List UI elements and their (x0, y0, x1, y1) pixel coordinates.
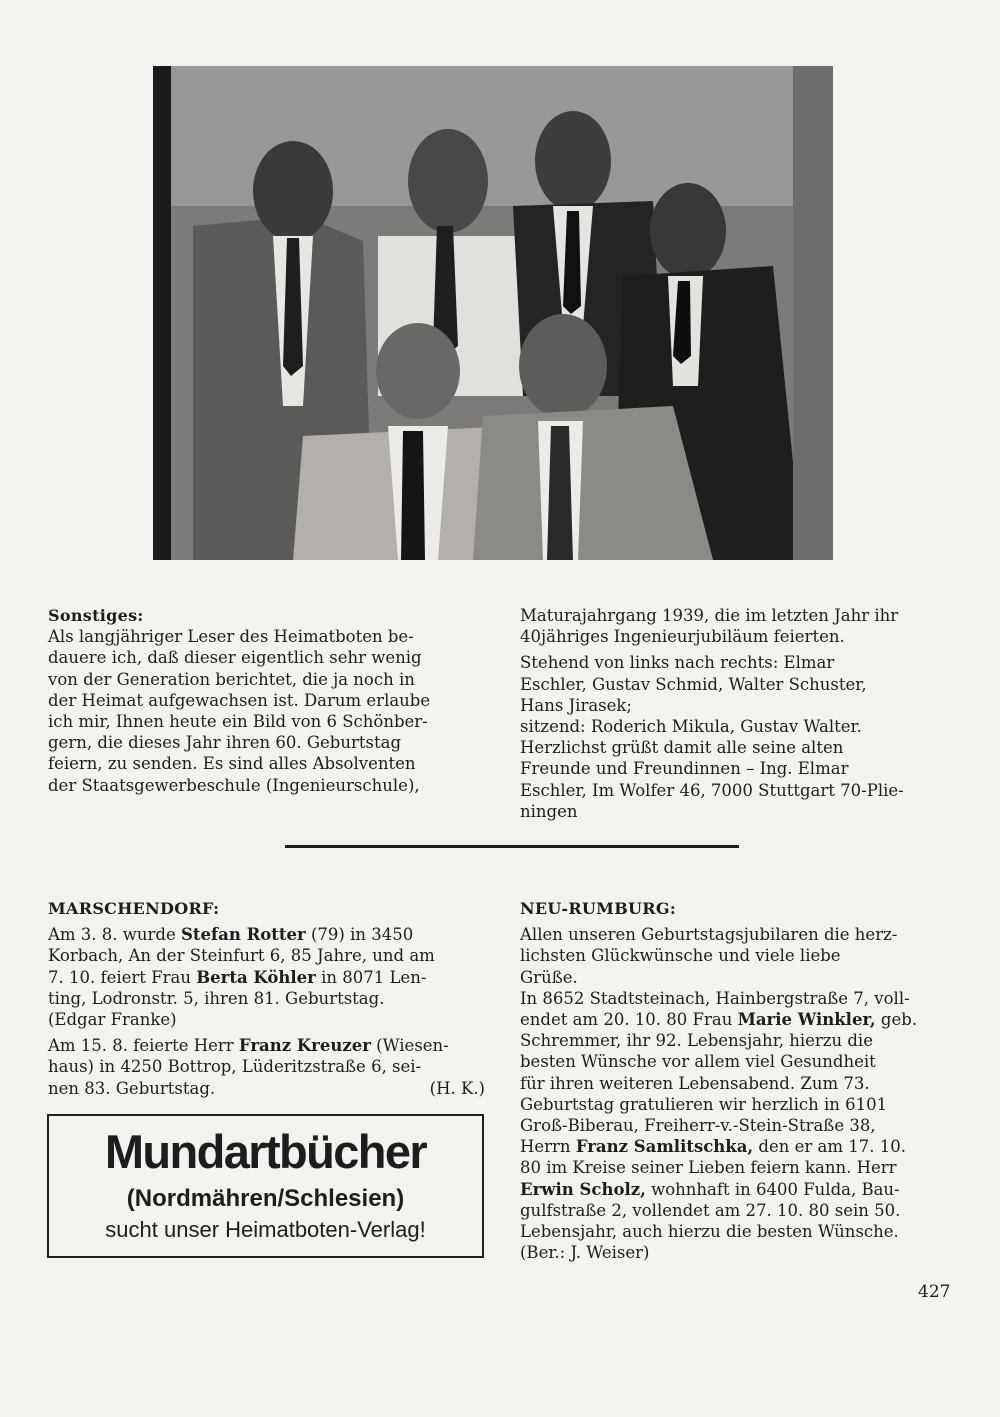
marschendorf-line: nen 83. Geburtstag. (H. K.) (48, 1078, 485, 1098)
sonstiges-right-line: 40jähriges Ingenieurjubiläum feierten. (520, 627, 845, 647)
marschendorf-line: 7. 10. feiert Frau Berta Köhler in 8071 Len- (48, 967, 427, 987)
sonstiges-line: von der Generation berichtet, die ja noch in (48, 669, 415, 689)
marschendorf-section (48, 898, 485, 1099)
sonstiges-right-line: Maturajahrgang 1939, die im letzten Jahr ihr (520, 606, 899, 625)
signature-hk: (H. K.) (429, 1078, 485, 1098)
neu-rumburg-line: gulfstraße 2, vollendet am 27. 10. 80 sein 50. (520, 1200, 901, 1220)
sonstiges-line: feiern, zu senden. Es sind alles Absolventen (48, 754, 416, 774)
sonstiges-right-line: Hans Jirasek; (520, 695, 632, 715)
marschendorf-line: Am 3. 8. wurde Stefan Rotter (79) in 3450 (48, 925, 414, 945)
ad-line: sucht unser Heimatboten-Verlag! (105, 1217, 426, 1242)
group-photo (153, 66, 833, 560)
neu-rumburg-line: Grüße. (520, 967, 578, 987)
signature-j-weiser: (Ber.: J. Weiser) (520, 1243, 650, 1263)
sonstiges-right-line: Stehend von links nach rechts: Elmar (520, 653, 835, 673)
sonstiges-right-line: Freunde und Freundinnen – Ing. Elmar (520, 759, 849, 779)
marschendorf-line: Am 15. 8. feierte Herr Franz Kreuzer (Wiesen- (48, 1036, 449, 1056)
sonstiges-line: Als langjähriger Leser des Heimatboten be- (48, 627, 414, 647)
ad-title: Mundartbücher (104, 1125, 427, 1178)
neu-rumburg-line: In 8652 Stadtsteinach, Hainbergstraße 7, voll- (520, 988, 910, 1008)
sonstiges-line: dauere ich, daß dieser eigentlich sehr wenig (48, 648, 422, 668)
neu-rumburg-line: für ihren weiteren Lebensabend. Zum 73. (520, 1073, 870, 1093)
neu-rumburg-line: besten Wünsche vor allem viel Gesundheit (520, 1052, 876, 1072)
neu-rumburg-line: Allen unseren Geburtstagsjubilaren die herz- (520, 925, 898, 945)
signature-edgar-franke: (Edgar Franke) (48, 1010, 177, 1030)
neu-rumburg-line: Geburtstag gratulieren wir herzlich in 6101 (520, 1094, 888, 1114)
neu-rumburg-line: Lebensjahr, auch hierzu die besten Wünsche. (520, 1222, 899, 1242)
neu-rumburg-line: lichsten Glückwünsche und viele liebe (520, 946, 841, 966)
sonstiges-line: der Staatsgewerbeschule (Ingenieurschule), (48, 775, 420, 795)
page-number: 427 (918, 1282, 951, 1302)
sonstiges-right-line: sitzend: Roderich Mikula, Gustav Walter. (520, 717, 862, 737)
neu-rumburg-section (520, 898, 956, 1263)
marschendorf-line: haus) in 4250 Bottrop, Lüderitzstraße 6, sei- (48, 1057, 422, 1077)
group-photo-image (153, 66, 833, 560)
name-stefan-rotter: Stefan Rotter (181, 925, 306, 945)
sonstiges-heading: Sonstiges: (48, 606, 144, 625)
name-berta-koehler: Berta Köhler (196, 967, 316, 987)
name-franz-kreuzer: Franz Kreuzer (238, 1036, 371, 1056)
name-franz-samlitschka: Franz Samlitschka, (575, 1137, 754, 1157)
name-marie-winkler: Marie Winkler, (737, 1010, 876, 1030)
neu-rumburg-line: endet am 20. 10. 80 Frau Marie Winkler, geb. (520, 1010, 918, 1030)
sonstiges-line: ich mir, Ihnen heute ein Bild von 6 Schönber- (48, 712, 428, 732)
neu-rumburg-heading: NEU-RUMBURG: (520, 899, 677, 918)
neu-rumburg-line: Erwin Scholz, wohnhaft in 6400 Fulda, Bau- (520, 1179, 900, 1199)
sonstiges-right-line: Herzlichst grüßt damit alle seine alten (520, 738, 844, 758)
neu-rumburg-line: Herrn Franz Samlitschka, den er am 17. 10. (520, 1137, 906, 1157)
section-divider (285, 845, 739, 848)
neu-rumburg-line: Schremmer, ihr 92. Lebensjahr, hierzu die (520, 1031, 873, 1051)
sonstiges-right-line: ningen (520, 801, 578, 821)
sonstiges-right-line: Eschler, Im Wolfer 46, 7000 Stuttgart 70-Plie- (520, 780, 904, 800)
name-erwin-scholz: Erwin Scholz, (520, 1179, 646, 1199)
marschendorf-line: Korbach, An der Steinfurt 6, 85 Jahre, und am (48, 946, 435, 966)
sonstiges-right-line: Eschler, Gustav Schmid, Walter Schuster, (520, 674, 867, 694)
marschendorf-line: ting, Lodronstr. 5, ihren 81. Geburtstag. (48, 988, 385, 1008)
sonstiges-column-left (48, 605, 485, 796)
neu-rumburg-line: Groß-Biberau, Freiherr-v.-Stein-Straße 38, (520, 1116, 876, 1136)
sonstiges-line: gern, die dieses Jahr ihren 60. Geburtstag (48, 733, 402, 753)
advertisement-box (47, 1114, 484, 1258)
marschendorf-heading: MARSCHENDORF: (48, 899, 220, 918)
sonstiges-column-right (520, 605, 956, 822)
neu-rumburg-line: 80 im Kreise seiner Lieben feiern kann. Herr (520, 1158, 897, 1178)
ad-subtitle: (Nordmähren/Schlesien) (126, 1185, 405, 1212)
sonstiges-line: der Heimat aufgewachsen ist. Darum erlaube (48, 690, 431, 710)
